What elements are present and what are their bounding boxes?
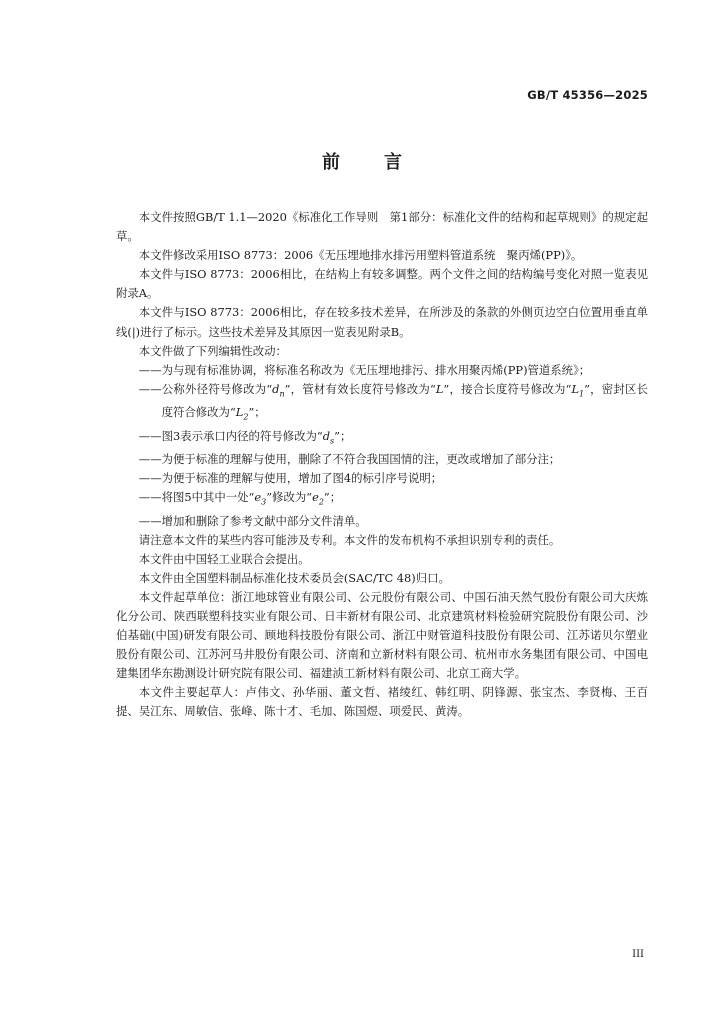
- symbol-e3: $e_3$: [254, 490, 267, 507]
- list-item: ——增加和删除了参考文献中部分文件清单。: [138, 513, 367, 528]
- symbol-e2: $e_2$: [312, 490, 324, 507]
- paragraph-administered-by: 本文件由全国塑料制品标准化技术委员会(SAC/TC 48)归口。: [138, 570, 450, 585]
- paragraph-drafting-rules: 本文件按照GB/T 1.1—2020《标准化工作导则 第1部分：标准化文件的结构和起草规则》的规定起草。: [116, 210, 648, 244]
- paragraph-patent-notice: 请注意本文件的某些内容可能涉及专利。本文件的发布机构不承担识别专利的责任。: [138, 532, 561, 547]
- paragraph-adoption: 本文件修改采用ISO 8773：2006《无压埋地排水排污用塑料管道系统 聚丙烯(PP)》。: [138, 248, 583, 263]
- list-item: ——为便于标准的理解与使用，增加了图4的标引序号说明；: [138, 471, 443, 486]
- list-item-socket-symbol: ——图3表示承口内径的符号修改为“$d_s$”；: [138, 428, 352, 445]
- list-item: ——为与现有标准协调，将标准名称改为《无压埋地排污、排水用聚丙烯(PP)管道系统》；: [138, 362, 591, 377]
- symbol-l: L: [435, 381, 444, 396]
- title-part-1: 前: [322, 152, 340, 173]
- list-item-symbols: ——公称外径符号修改为“$d_n$”，管材有效长度符号修改为“L”，接合长度符号修改为“$L_1$”，密封区长度符合修改为“$L_2$”；: [138, 381, 649, 422]
- foreword-body: [116, 208, 648, 722]
- list-item-figure5-symbol: ——将图5中其中一处“$e_3$”修改为“$e_2$”；: [138, 490, 342, 507]
- paragraph-technical-differences: 本文件与ISO 8773：2006相比，存在较多技术差异，在所涉及的条款的外侧页边空白位置用垂直单线(|)进行了标示。这些技术差异及其原因一览表见附录B。: [116, 305, 648, 339]
- symbol-l2: $L_2$: [235, 405, 249, 422]
- paragraph-editorial-intro: 本文件做了下列编辑性改动：: [138, 343, 287, 358]
- page-title: [0, 148, 724, 174]
- paragraph-structure: 本文件与ISO 8773：2006相比，在结构上有较多调整。两个文件之间的结构编号变化对照一览表见附录A。: [116, 267, 648, 301]
- symbol-ds: $d_s$: [322, 428, 335, 445]
- page-number: III: [632, 949, 644, 960]
- paragraph-drafting-organizations: 本文件起草单位：浙江地球管业有限公司、公元股份有限公司、中国石油天然气股份有限公司大庆炼化分公司、陕西联塑科技实业有限公司、日丰新材有限公司、北京建筑材料检验研究院股份有限公司、沙伯基础(中国)研发有限公司、顾地科技股份有限公司、浙江中财管道科技股份有限公司、江苏诺贝尔塑业股份有限公司、江苏河马井股份有限公司、济南和立新材料有限公司、杭州市水务集团有限公司、中国电建集团华东勘测设计研究院有限公司、福建浈工新材料有限公司、北京工商大学。: [116, 589, 648, 681]
- title-part-2: 言: [384, 152, 402, 173]
- symbol-dn: $d_n$: [272, 381, 285, 399]
- symbol-l1: $L_1$: [571, 381, 585, 399]
- paragraph-proposed-by: 本文件由中国轻工业联合会提出。: [138, 551, 310, 566]
- document-code: GB/T 45356—2025: [527, 88, 648, 102]
- paragraph-drafters: 本文件主要起草人：卢伟文、孙华丽、董文哲、褚绫红、韩红明、阴锋源、张宝杰、李贤梅、王百提、吴江东、周敏信、张峰、陈十才、毛加、陈国煜、项爱民、黄涛。: [116, 685, 648, 719]
- list-item: ——为便于标准的理解与使用，删除了不符合我国国情的注，更改或增加了部分注；: [138, 451, 561, 466]
